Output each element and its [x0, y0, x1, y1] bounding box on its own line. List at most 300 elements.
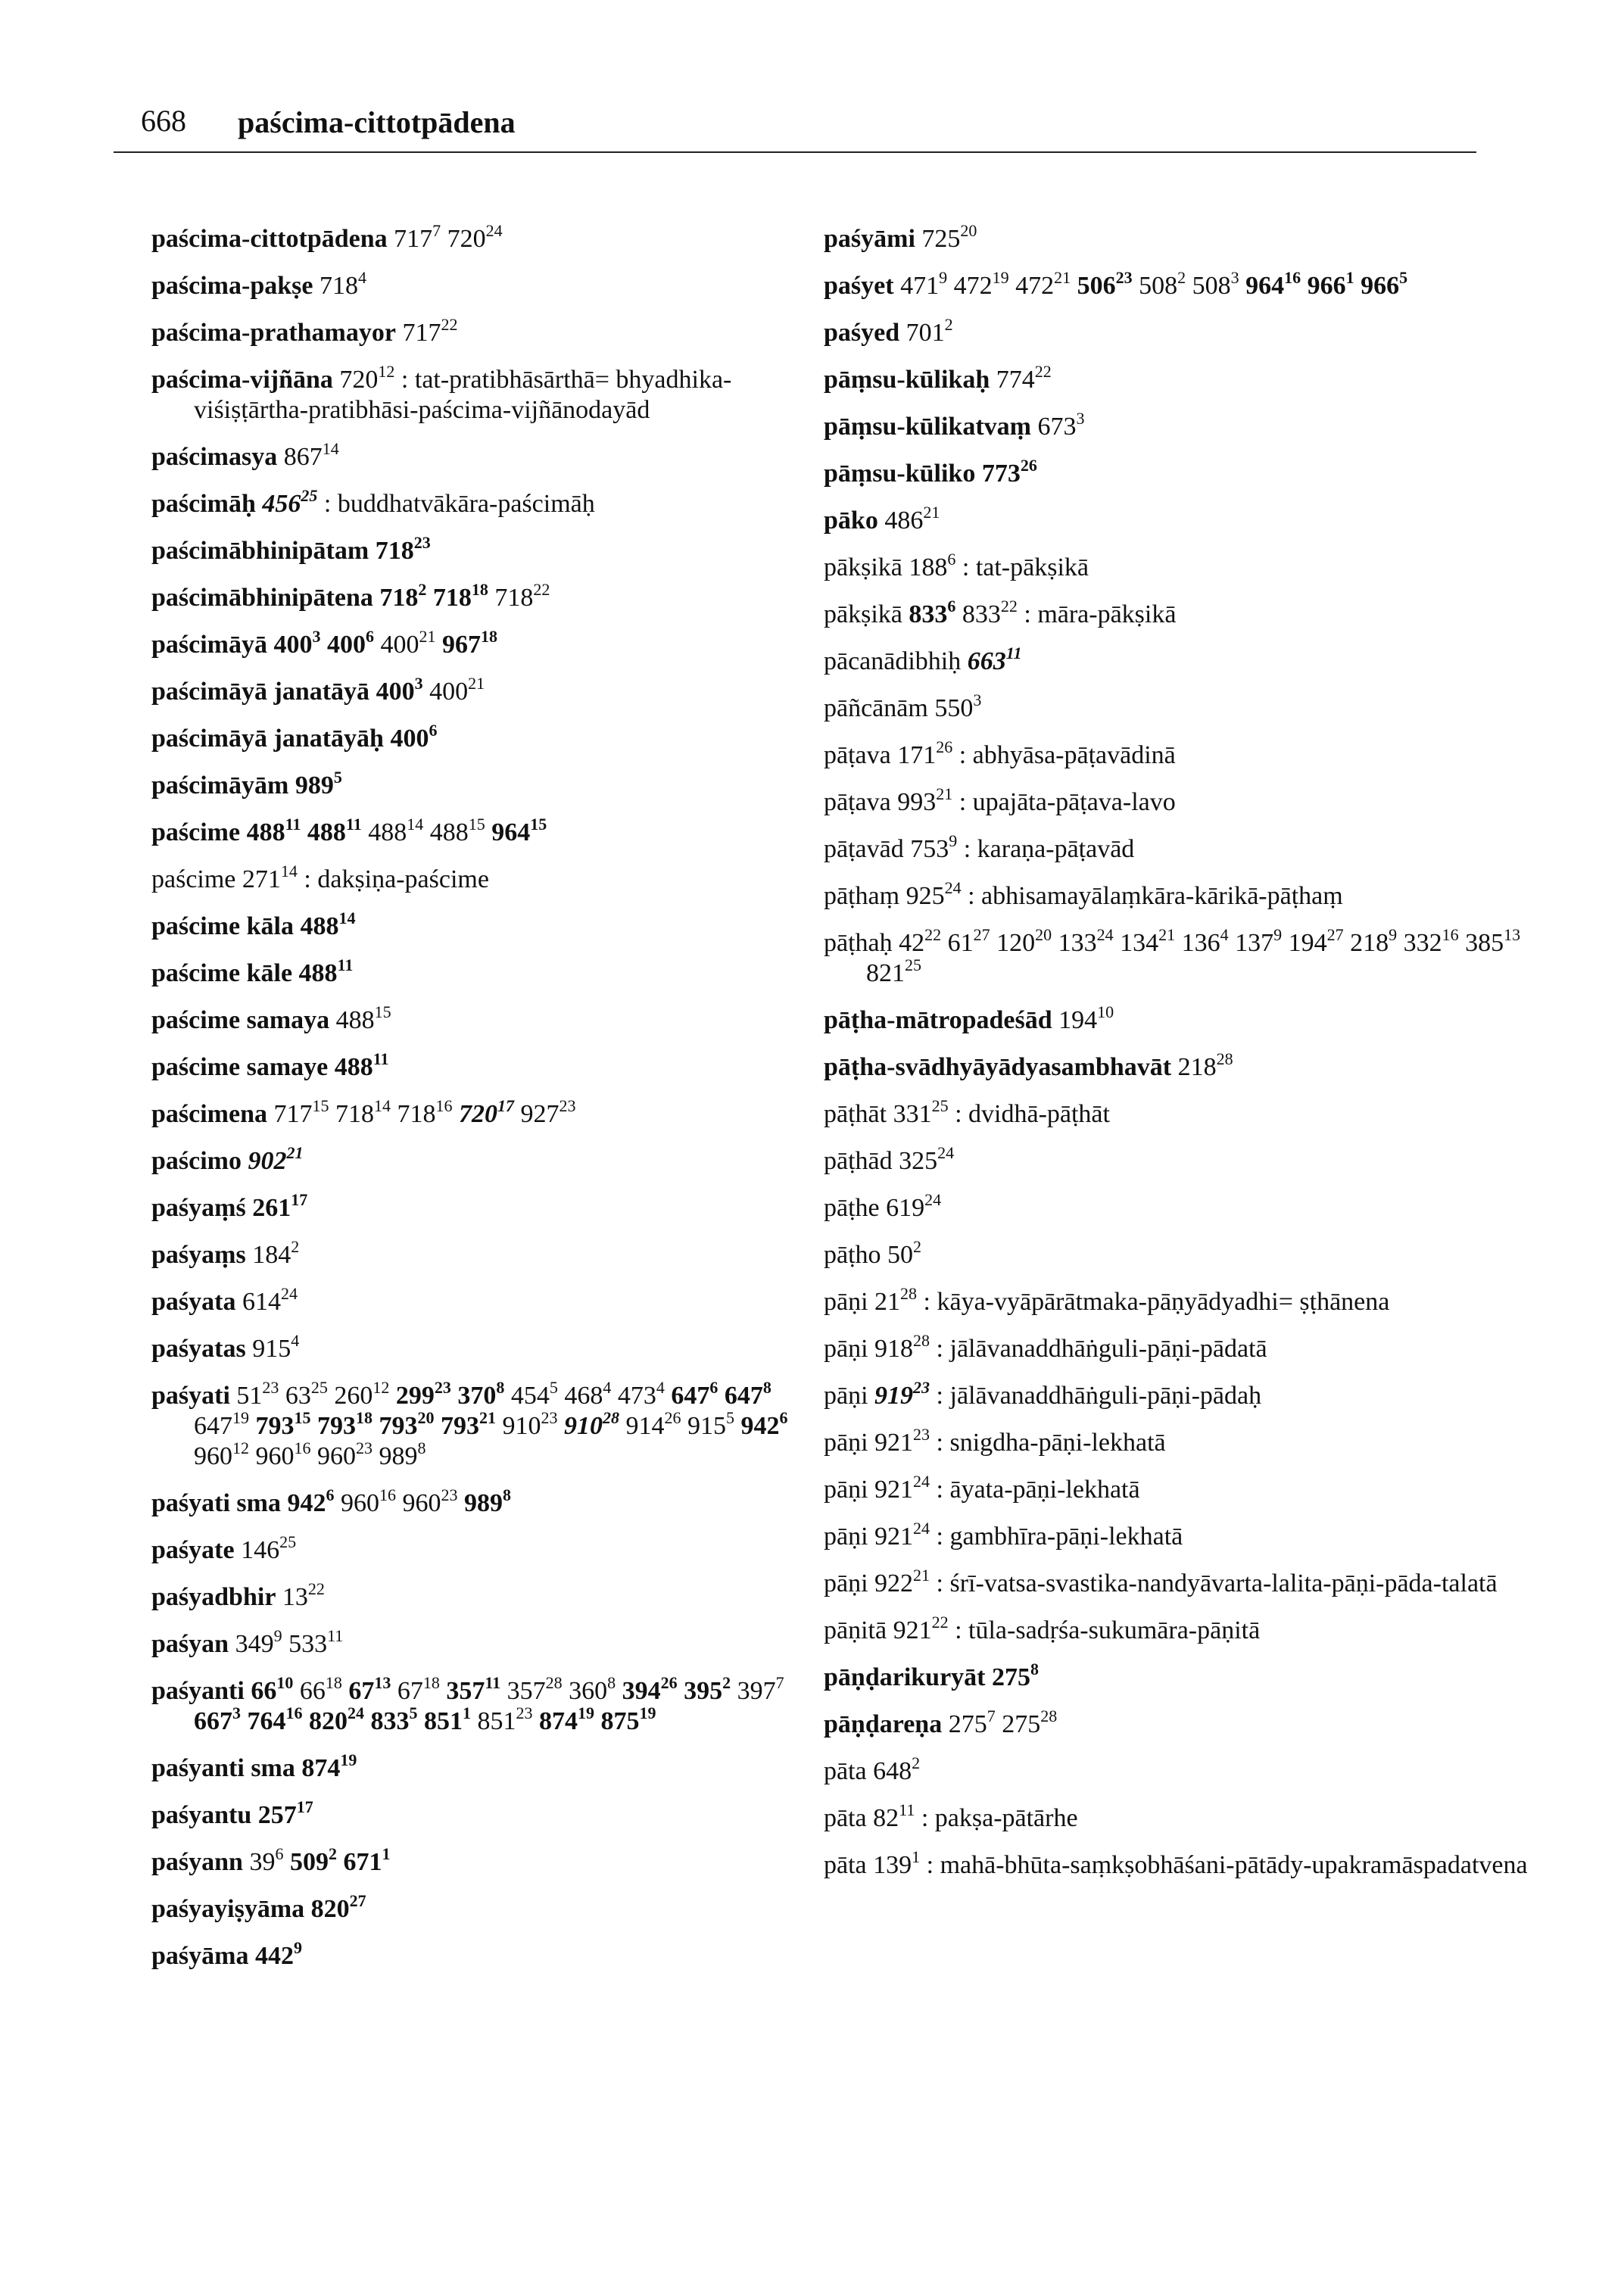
page-reference: $793^{20}$	[379, 1408, 435, 1440]
index-entry	[824, 221, 1535, 254]
page-reference: $793^{18}$	[317, 1408, 372, 1440]
index-entry	[151, 768, 818, 801]
page-reference: $701^2$	[906, 315, 953, 347]
entry-headword: paścimāyā janatāyāḥ	[151, 725, 384, 753]
entry-headword: paśyan	[151, 1630, 229, 1658]
page-reference: $488^{15}$	[335, 1002, 391, 1034]
index-entry: pāṇi $921^{24}$ : āyata-pāṇi-lekhatā	[824, 1472, 1140, 1504]
entry-headword: paścimāyā	[151, 631, 267, 659]
page-reference: $619^{24}$	[886, 1190, 942, 1222]
page-reference: $921^{23}$	[874, 1425, 930, 1457]
entry-headword: paścime samaya	[151, 1006, 330, 1034]
entry-headword: pāṭhāt	[824, 1100, 887, 1128]
page-reference: $942^6$	[740, 1408, 788, 1440]
index-entry: pāṇi $919^{23}$ : jālāvanaddhāṅguli-pāṇi-pādaḥ	[824, 1378, 1262, 1410]
entry-gloss: āyata-pāṇi-lekhatā	[949, 1476, 1140, 1504]
entry-headword: pāṇi	[824, 1569, 868, 1597]
page-reference: $820^{27}$	[310, 1891, 366, 1923]
page-reference: $875^{19}$	[600, 1703, 656, 1735]
page-reference: $63^{25}$	[285, 1378, 328, 1410]
index-column-right	[824, 221, 1535, 1897]
page-reference: $257^{17}$	[257, 1797, 313, 1829]
page-reference: $349^9$	[235, 1626, 282, 1658]
page-reference: $718^{18}$	[432, 580, 488, 612]
entry-gloss: upajāta-pāṭava-lavo	[972, 788, 1176, 816]
entry-headword: paścimasya	[151, 443, 278, 471]
page-reference: $921^{24}$	[874, 1519, 930, 1551]
page-reference: $915^5$	[687, 1408, 734, 1440]
page-reference: $647^6$	[671, 1378, 718, 1410]
entry-headword: paśyayiṣyāma	[151, 1895, 305, 1923]
entry-gloss: jālāvanaddhāṅguli-pāṇi-pādaḥ	[949, 1382, 1262, 1410]
index-entry	[151, 439, 818, 472]
entry-headword: pāṭava	[824, 741, 891, 769]
page-reference: $989^8$	[379, 1438, 426, 1470]
index-entry	[151, 1237, 818, 1270]
page-reference: $468^4$	[564, 1378, 612, 1410]
page-reference: $717^7$	[394, 221, 441, 253]
page-reference: $137^9$	[1235, 925, 1283, 957]
page-reference: $910^{23}$	[502, 1408, 558, 1440]
page-reference: $400^6$	[390, 721, 438, 753]
page-reference: $394^{26}$	[622, 1673, 678, 1705]
index-entry	[151, 909, 818, 942]
page-reference: $647^{19}$	[194, 1408, 249, 1440]
page-reference: $332^{16}$	[1403, 925, 1459, 957]
index-entry	[824, 362, 1535, 395]
index-entry	[151, 1378, 818, 1472]
page-reference: $194^{10}$	[1058, 1002, 1114, 1034]
index-entry	[151, 1579, 818, 1613]
page-reference: $671^1$	[343, 1844, 391, 1876]
page-reference: $370^8$	[457, 1378, 505, 1410]
page-reference: $508^3$	[1192, 268, 1239, 300]
index-entry	[151, 955, 818, 989]
entry-headword: pāṇi	[824, 1476, 868, 1504]
index-entry: pāṇi $922^{21}$ : śrī-vatsa-svastika-nandyāvarta-lalita-pāṇi-pāda-talatā	[824, 1566, 1498, 1597]
page-reference: $508^2$	[1139, 268, 1186, 300]
index-entry	[824, 1237, 1535, 1270]
page-reference: $793^{15}$	[255, 1408, 311, 1440]
index-entry	[151, 674, 818, 707]
entry-headword: pāṃsu-kūliko	[824, 460, 976, 488]
page-reference: $21^{28}$	[874, 1284, 918, 1316]
page-reference: $442^9$	[254, 1938, 302, 1970]
page-reference: $773^{26}$	[981, 456, 1037, 488]
page-reference: $261^{17}$	[252, 1190, 308, 1222]
index-entry	[151, 1891, 818, 1925]
index-entry: pāta $82^{11}$ : pakṣa-pātārhe	[824, 1800, 1078, 1832]
index-entry	[151, 1002, 818, 1036]
entry-gloss: tūla-sadṛśa-sukumāra-pāṇitā	[968, 1616, 1261, 1644]
running-head: paścima-cittotpādena	[238, 105, 516, 139]
entry-headword: pāṃsu-kūlikatvaṃ	[824, 413, 1031, 441]
index-entry	[151, 815, 818, 848]
page-reference: $275^7$	[948, 1706, 996, 1738]
entry-gloss: tat-pākṣikā	[975, 553, 1089, 581]
index-entry	[151, 580, 818, 613]
index-entry	[824, 644, 1535, 677]
index-entry: pāṇi $918^{28}$ : jālāvanaddhāṅguli-pāṇi-pādatā	[824, 1331, 1267, 1363]
page-reference: $271^{14}$	[242, 862, 298, 893]
page-reference: $454^5$	[510, 1378, 558, 1410]
index-entry: pāṭhaṃ $925^{24}$ : abhisamayālaṃkāra-kārikā-pāṭhaṃ	[824, 878, 1343, 910]
entry-gloss: śrī-vatsa-svastika-nandyāvarta-lalita-pāṇi-pāda-talatā	[949, 1569, 1498, 1597]
entry-headword: paścime kāla	[151, 912, 294, 940]
page-reference: $851^{23}$	[477, 1703, 533, 1735]
page-reference: $506^{23}$	[1077, 268, 1133, 300]
page-reference: $325^{24}$	[899, 1143, 955, 1175]
page-reference: $874^{19}$	[539, 1703, 594, 1735]
entry-headword: pāṇi	[824, 1382, 868, 1410]
page-reference: $718^{16}$	[397, 1096, 453, 1128]
entry-headword: pāṭha-svādhyāyādyasambhavāt	[824, 1053, 1172, 1081]
entry-headword: pāko	[824, 506, 878, 535]
index-entry: pāṇi $921^{23}$ : snigdha-pāṇi-lekhatā	[824, 1425, 1166, 1457]
index-entry	[151, 221, 818, 254]
page-reference: $488^{15}$	[429, 815, 485, 846]
page-reference: $960^{23}$	[317, 1438, 372, 1470]
entry-gloss: kāya-vyāpārātmaka-pāṇyādyadhi= ṣṭhānena	[937, 1288, 1390, 1316]
page-reference: $218^{28}$	[1177, 1049, 1233, 1081]
entry-headword: pāṭha-mātropadeśād	[824, 1006, 1052, 1034]
index-entry	[151, 533, 818, 566]
entry-headword: paśyanti	[151, 1677, 245, 1705]
entry-gloss: jālāvanaddhāṅguli-pāṇi-pādatā	[949, 1335, 1267, 1363]
index-entry	[824, 925, 1535, 989]
entry-headword: pāṇitā	[824, 1616, 887, 1644]
page-reference: $851^1$	[424, 1703, 471, 1735]
page-reference: $820^{24}$	[309, 1703, 364, 1735]
page-reference: $910^{28}$	[564, 1408, 619, 1440]
index-entry	[151, 315, 818, 348]
page-reference: $400^{21}$	[380, 627, 436, 659]
page-reference: $967^{18}$	[442, 627, 497, 659]
page-reference: $927^{23}$	[520, 1096, 576, 1128]
entry-headword: pāṇi	[824, 1523, 868, 1551]
entry-headword: pāṇi	[824, 1429, 868, 1457]
page-reference: $146^{25}$	[241, 1532, 297, 1564]
entry-headword: pāṇi	[824, 1335, 868, 1363]
entry-headword: paśyed	[824, 319, 900, 347]
page-reference: $942^6$	[287, 1485, 335, 1517]
entry-headword: paśyaṃs	[151, 1241, 246, 1269]
index-entry	[824, 1706, 1535, 1740]
page-reference: $400^3$	[376, 674, 423, 706]
index-entry	[151, 1284, 818, 1317]
entry-headword: pāṭhe	[824, 1194, 880, 1222]
index-entry: pāṭava $993^{21}$ : upajāta-pāṭava-lavo	[824, 784, 1176, 816]
page-reference: $260^{12}$	[334, 1378, 390, 1410]
page-reference: $472^{19}$	[953, 268, 1009, 300]
index-entry	[151, 1626, 818, 1660]
page-reference: $39^6$	[249, 1844, 284, 1876]
page-reference: $966^1$	[1307, 268, 1354, 300]
page-reference: $821^{25}$	[866, 955, 921, 987]
entry-headword: pāṭho	[824, 1241, 881, 1269]
page-reference: $717^{22}$	[402, 315, 458, 347]
page-reference: $82^{11}$	[873, 1800, 915, 1832]
index-entry	[824, 1002, 1535, 1036]
index-entry	[151, 1797, 818, 1831]
entry-gloss: mahā-bhūta-saṃkṣobhāśani-pātādy-upakramāspadatvena	[940, 1851, 1528, 1879]
entry-headword: paścime	[151, 818, 241, 846]
page-reference: $395^2$	[684, 1673, 731, 1705]
page-reference: $902^{21}$	[248, 1143, 304, 1175]
index-entry	[151, 1049, 818, 1083]
page-reference: $67^{13}$	[348, 1673, 391, 1705]
page-reference: $921^{22}$	[893, 1613, 949, 1644]
entry-headword: paścimo	[151, 1147, 242, 1175]
page-reference: $753^9$	[910, 831, 958, 863]
entry-headword: paśyaṃś	[151, 1194, 246, 1222]
page-reference: $833^5$	[370, 1703, 418, 1735]
index-entry	[151, 1532, 818, 1566]
page-reference: $456^{25}$	[262, 486, 318, 518]
entry-headword: paścima-prathamayor	[151, 319, 396, 347]
page-reference: $918^{28}$	[874, 1331, 930, 1363]
page-reference: $867^{14}$	[283, 439, 339, 471]
entry-gloss: snigdha-pāṇi-lekhatā	[949, 1429, 1166, 1457]
entry-headword: paśyet	[824, 272, 894, 300]
entry-headword: pāta	[824, 1851, 867, 1879]
entry-gloss: gambhīra-pāṇi-lekhatā	[949, 1523, 1183, 1551]
entry-headword: paścimāḥ	[151, 490, 256, 518]
entry-headword: pāṇi	[824, 1288, 868, 1316]
page-reference: $218^9$	[1350, 925, 1398, 957]
page-reference: $663^{11}$	[967, 644, 1022, 675]
entry-headword: pāta	[824, 1804, 867, 1832]
index-entry	[824, 1660, 1535, 1693]
page-reference: $400^6$	[327, 627, 374, 659]
page-reference: $50^2$	[887, 1237, 922, 1269]
page-reference: $471^9$	[900, 268, 948, 300]
page-reference: $774^{22}$	[996, 362, 1052, 394]
page-reference: $720^{17}$	[459, 1096, 514, 1128]
page-reference: $667^3$	[194, 1703, 241, 1735]
index-entry: pāṇi $21^{28}$ : kāya-vyāpārātmaka-pāṇyādyadhi= ṣṭhānena	[824, 1284, 1390, 1316]
entry-headword: paścimena	[151, 1100, 267, 1128]
page-reference: $764^{16}$	[247, 1703, 303, 1735]
page-reference: $718^{22}$	[494, 580, 550, 612]
index-entry	[824, 268, 1535, 301]
entry-headword: paścima-pakṣe	[151, 272, 313, 300]
index-entry	[151, 1190, 818, 1223]
page-reference: $533^{11}$	[288, 1626, 344, 1658]
entry-headword: pāṭhād	[824, 1147, 893, 1175]
page-reference: $488^{11}$	[246, 815, 301, 846]
entry-headword: paścime samaye	[151, 1053, 329, 1081]
index-entry: pāṭhāt $331^{25}$ : dvidhā-pāṭhāt	[824, 1096, 1110, 1128]
index-entry: paścime $271^{14}$ : dakṣiṇa-paścime	[151, 862, 489, 893]
page-reference: $331^{25}$	[893, 1096, 949, 1128]
page-reference: $720^{12}$	[339, 362, 395, 394]
entry-headword: pāṃsu-kūlikaḥ	[824, 366, 990, 394]
index-entry	[151, 268, 818, 301]
page-reference: $66^{10}$	[251, 1673, 294, 1705]
index-entry	[151, 1331, 818, 1364]
page-reference: $833^{22}$	[962, 597, 1018, 628]
entry-headword: paśyāmi	[824, 225, 915, 253]
page-reference: $964^{15}$	[491, 815, 547, 846]
index-entry	[151, 721, 818, 754]
page-number: 668	[141, 104, 186, 138]
index-entry	[151, 1750, 818, 1784]
index-entry	[151, 1673, 818, 1737]
entry-gloss: dvidhā-pāṭhāt	[968, 1100, 1110, 1128]
page-reference: $488^{14}$	[368, 815, 424, 846]
entry-headword: paśyanti sma	[151, 1754, 295, 1782]
page-reference: $133^{24}$	[1058, 925, 1114, 957]
page-reference: $509^2$	[289, 1844, 337, 1876]
page-reference: $960^{12}$	[194, 1438, 249, 1470]
index-entry	[824, 690, 1535, 724]
page-reference: $66^{18}$	[299, 1673, 342, 1705]
entry-headword: pāṭavād	[824, 835, 904, 863]
page-reference: $486^{21}$	[884, 503, 940, 535]
index-entry	[151, 1844, 818, 1878]
entry-headword: pākṣikā	[824, 553, 902, 581]
page-reference: $966^5$	[1361, 268, 1408, 300]
entry-headword: paśyata	[151, 1288, 236, 1316]
index-entry: pāṇi $921^{24}$ : gambhīra-pāṇi-lekhatā	[824, 1519, 1183, 1551]
page-reference: $488^{11}$	[298, 955, 354, 987]
entry-headword: pākṣikā	[824, 600, 902, 628]
entry-headword: paścime kāle	[151, 959, 293, 987]
page-reference: $120^{20}$	[996, 925, 1052, 957]
page-reference: $171^{26}$	[897, 737, 953, 769]
index-entry	[824, 409, 1535, 442]
page-reference: $718^{23}$	[375, 533, 431, 565]
entry-headword: paścima-vijñāna	[151, 366, 333, 394]
entry-gloss: abhisamayālaṃkāra-kārikā-pāṭhaṃ	[981, 882, 1343, 910]
page-reference: $357^{11}$	[446, 1673, 501, 1705]
page-reference: $385^{13}$	[1465, 925, 1521, 957]
page-reference: $42^{22}$	[899, 925, 942, 957]
page-reference: $194^{27}$	[1288, 925, 1344, 957]
entry-headword: paśyati	[151, 1382, 230, 1410]
index-entry	[151, 1143, 818, 1177]
entry-headword: paśyati sma	[151, 1489, 281, 1517]
entry-headword: pāṭava	[824, 788, 891, 816]
page-reference: $397^7$	[737, 1673, 784, 1705]
page-reference: $720^{24}$	[447, 221, 503, 253]
entry-headword: pāṇḍarikuryāt	[824, 1663, 986, 1691]
entry-headword: paśyate	[151, 1536, 235, 1564]
page-reference: $989^5$	[295, 768, 342, 799]
index-entry	[824, 1753, 1535, 1787]
entry-headword: paścime	[151, 865, 236, 893]
entry-headword: pāṭhaḥ	[824, 929, 893, 957]
entry-gloss: māra-pākṣikā	[1037, 600, 1177, 628]
page-reference: $357^{28}$	[507, 1673, 563, 1705]
entry-gloss: dakṣiṇa-paścime	[317, 865, 489, 893]
page-reference: $67^{18}$	[397, 1673, 440, 1705]
page-reference: $299^{23}$	[395, 1378, 451, 1410]
page-reference: $718^{14}$	[335, 1096, 391, 1128]
entry-headword: paśyantu	[151, 1801, 252, 1829]
page-reference: $134^{21}$	[1120, 925, 1176, 957]
page-reference: $61^{27}$	[947, 925, 990, 957]
index-entry	[151, 627, 818, 660]
page-reference: $488^{14}$	[300, 909, 356, 940]
index-entry	[824, 503, 1535, 536]
entry-gloss: pakṣa-pātārhe	[934, 1804, 1078, 1832]
index-entry: pāṭavād $753^9$ : karaṇa-pāṭavād	[824, 831, 1135, 863]
index-entry	[824, 315, 1535, 348]
index-entry	[824, 1190, 1535, 1223]
page-reference: $275^{28}$	[1002, 1706, 1058, 1738]
page-reference: $874^{19}$	[301, 1750, 357, 1782]
page-reference: $400^3$	[273, 627, 321, 659]
page-reference: $793^{21}$	[441, 1408, 496, 1440]
index-entry	[824, 456, 1535, 489]
page-reference: $915^4$	[252, 1331, 300, 1363]
entry-headword: paśyadbhir	[151, 1583, 276, 1611]
page-reference: $919^{23}$	[874, 1378, 930, 1410]
entry-headword: paścimāyā janatāyā	[151, 678, 370, 706]
page-reference: $914^{26}$	[625, 1408, 681, 1440]
page-reference: $188^6$	[909, 550, 956, 581]
entry-headword: pāta	[824, 1757, 867, 1785]
entry-headword: paśyann	[151, 1848, 243, 1876]
page-reference: $717^{15}$	[273, 1096, 329, 1128]
index-entry: paścima-vijñāna $720^{12}$ : tat-pratibhāsārthā= bhyadhika-viśiṣṭārtha-pratibhāsi-paścima-vijñānodayād	[151, 362, 732, 424]
page-reference: $922^{21}$	[874, 1566, 930, 1597]
index-entry: pāṇitā $921^{22}$ : tūla-sadṛśa-sukumāra-pāṇitā	[824, 1613, 1261, 1644]
page-reference: $139^1$	[873, 1847, 921, 1879]
page-reference: $472^{21}$	[1015, 268, 1071, 300]
entry-headword: pācanādibhiḥ	[824, 647, 962, 675]
page-reference: $614^{24}$	[242, 1284, 298, 1316]
page-reference: $921^{24}$	[874, 1472, 930, 1504]
index-entry	[151, 1938, 818, 1971]
page-reference: $488^{11}$	[307, 815, 362, 846]
page-reference: $925^{24}$	[906, 878, 962, 910]
page-reference: $13^{22}$	[282, 1579, 325, 1611]
entry-gloss: abhyāsa-pāṭavādinā	[972, 741, 1176, 769]
index-entry	[824, 1143, 1535, 1177]
entry-headword: paścimābhinipātena	[151, 584, 373, 612]
entry-headword: paśyāma	[151, 1942, 249, 1970]
entry-headword: paścima-cittotpādena	[151, 225, 388, 253]
page-reference: $725^{20}$	[921, 221, 977, 253]
index-entry	[151, 1485, 818, 1519]
page-reference: $550^3$	[934, 690, 982, 722]
page-reference: $136^4$	[1181, 925, 1229, 957]
page-reference: $275^8$	[992, 1660, 1039, 1691]
index-column-left	[151, 221, 818, 1988]
entry-gloss: tat-pratibhāsārthā= bhyadhika-viśiṣṭārtha-pratibhāsi-paścima-vijñānodayād	[194, 366, 732, 424]
index-entry: paścimāḥ $456^{25}$ : buddhatvākāra-paścimāḥ	[151, 486, 595, 518]
index-entry	[824, 1049, 1535, 1083]
page-reference: $960^{16}$	[340, 1485, 396, 1517]
entry-gloss: buddhatvākāra-paścimāḥ	[337, 490, 595, 518]
page-reference: $718^4$	[319, 268, 366, 300]
page-reference: $648^2$	[873, 1753, 921, 1785]
index-entry: pākṣikā $188^6$ : tat-pākṣikā	[824, 550, 1089, 581]
page-header	[141, 103, 1458, 148]
page-reference: $360^8$	[569, 1673, 616, 1705]
entry-headword: paścimābhinipātam	[151, 537, 369, 565]
index-entry: pāṭava $171^{26}$ : abhyāsa-pāṭavādinā	[824, 737, 1176, 769]
page-reference: $184^2$	[252, 1237, 300, 1269]
page-reference: $718^2$	[379, 580, 427, 612]
page-reference: $473^4$	[617, 1378, 665, 1410]
page-reference: $960^{16}$	[255, 1438, 311, 1470]
page-reference: $51^{23}$	[236, 1378, 279, 1410]
entry-headword: paśyatas	[151, 1335, 246, 1363]
